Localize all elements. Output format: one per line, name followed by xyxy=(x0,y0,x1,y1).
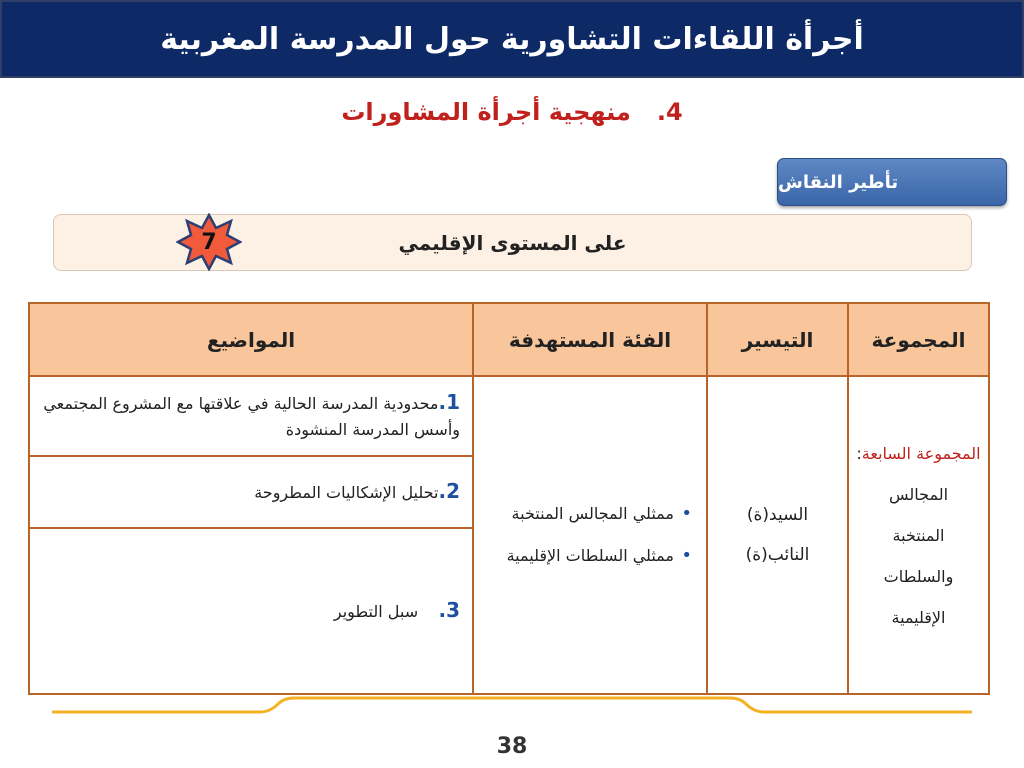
header-facilitation: التيسير xyxy=(707,303,848,376)
group-member: المجالس xyxy=(888,484,949,504)
bullet-icon: • xyxy=(681,503,692,524)
consultation-table xyxy=(28,302,990,695)
facilitation-cell xyxy=(707,376,848,694)
target-cell xyxy=(473,376,707,694)
header-group: المجموعة xyxy=(848,303,989,376)
section-heading xyxy=(0,98,1024,126)
topic-text: سبل التطوير xyxy=(333,602,419,621)
level-text: على المستوى الإقليمي xyxy=(398,230,627,255)
group-name: المجموعة السابعة xyxy=(861,443,981,463)
group-colon: : xyxy=(856,443,862,463)
group-member: الإقليمية xyxy=(891,607,946,627)
group-cell xyxy=(848,376,989,694)
topic-number: 2. xyxy=(438,479,460,503)
topic-number: 1. xyxy=(438,390,460,414)
group-member: والسلطات xyxy=(883,566,954,586)
table-header-row xyxy=(29,303,989,376)
page-number: 38 xyxy=(496,734,528,759)
topic-text: تحليل الإشكاليات المطروحة xyxy=(254,483,439,502)
topic-cell xyxy=(29,528,473,694)
decorative-divider xyxy=(50,696,974,720)
topic-cell xyxy=(29,456,473,528)
table-row xyxy=(29,376,989,456)
target-text: ممثلي السلطات الإقليمية xyxy=(506,546,674,565)
level-badge-number: 7 xyxy=(201,229,217,255)
frame-discussion-label: تأطير النقاش xyxy=(778,171,899,193)
bullet-icon: • xyxy=(681,545,692,566)
topic-cell xyxy=(29,376,473,456)
header-target: الفئة المستهدفة xyxy=(473,303,707,376)
title-bar xyxy=(0,0,1024,78)
list-item xyxy=(484,497,692,531)
list-item xyxy=(484,539,692,573)
slide-title: أجرأة اللقاءات التشاورية حول المدرسة المغربية xyxy=(160,21,864,57)
header-topics: المواضيع xyxy=(29,303,473,376)
section-number: 4. xyxy=(656,98,683,126)
target-list xyxy=(484,497,696,573)
facilitator-role: النائب(ة) xyxy=(745,545,810,565)
target-text: ممثلي المجالس المنتخبة xyxy=(511,504,674,523)
group-member: المنتخبة xyxy=(892,525,945,545)
facilitator-title: السيد(ة) xyxy=(746,505,809,525)
section-title: منهجية أجرأة المشاورات xyxy=(341,98,631,126)
topic-number: 3. xyxy=(438,598,460,622)
frame-discussion-button[interactable] xyxy=(777,158,1007,206)
topic-text: محدودية المدرسة الحالية في علاقتها مع المشروع المجتمعي وأسس المدرسة المنشودة xyxy=(43,394,460,439)
